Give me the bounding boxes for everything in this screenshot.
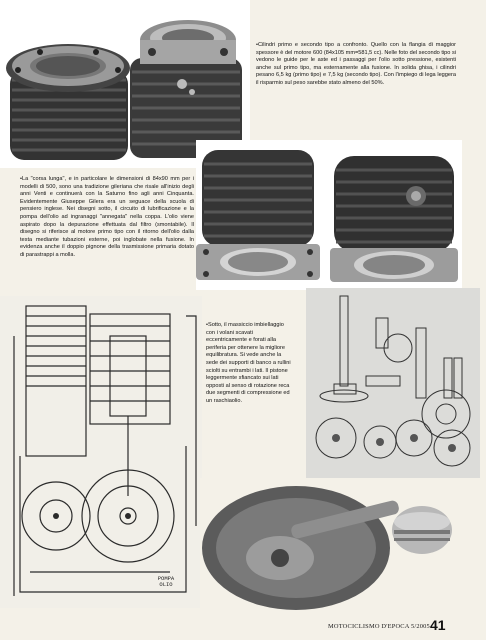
drawing-gear-pump <box>306 288 480 478</box>
magazine-issue: MOTOCICLISMO D'EPOCA 5/2005 <box>328 623 430 630</box>
photo-crankshaft-piston <box>200 478 466 610</box>
drawing-label-line1: POMPA <box>157 575 175 582</box>
caption-text: •La "corsa lunga", e in particolare le dimensioni di 84x90 mm per i modelli di 500, sono una tradizione gileriana che risale all'inizio degli anni Venti e continuerà con la Saturno fino agli anni Cinquanta. Evidentemente Giuseppe Gilera era un seguace della scuola di pensiero inglese. Nei disegni sotto, il circuito di lubrificazione e la pompa dell'olio ad ingranaggi "annegata" nella coppa. L'olio viene aspirato dopo la depurazione effettuata dal filtro (smontabile). Il disegno si riferisce al motore primo tipo con il ritorno dell'olio dalla testa mediante tubazioni esterne, poi inglobate nella fusione. In evidenza anche il doppio pignone della trasmissione primaria dotato di parastrappi a molla. <box>20 176 194 258</box>
cylinders-second-type-illustration <box>196 140 462 290</box>
drawing-lubrication-circuit <box>0 296 202 608</box>
crankshaft-illustration <box>200 478 466 610</box>
caption-cylinders-comparison <box>256 42 456 88</box>
page-footer <box>0 608 486 640</box>
gear-pump-illustration <box>306 288 480 478</box>
drawing-label-oil-pump <box>146 576 186 588</box>
page-number: 41 <box>430 617 446 633</box>
photo-cylinders-second-type <box>196 140 462 290</box>
caption-long-stroke <box>20 176 194 260</box>
caption-text: •Cilindri primo e secondo tipo a confronto. Quello con la flangia di maggior spessore è del motore 600 (84x105 mm=581,5 cc). Nelle foto del secondo tipo si vedono le guide per le aste ed i passaggi per l'olio sotto pressione, esistenti anche sul primo tipo, ma esternamente alla fusione. In solida ghisa, i cilindri pesano 6,5 kg (primo tipo) e 7,5 kg (secondo tipo). Con l'impiego di lega leggera il risparmio sul peso sarebbe stato almeno del 50%. <box>256 42 456 86</box>
caption-crankshaft <box>206 322 294 406</box>
drawing-label-line2: OLIO <box>159 581 173 588</box>
engine-section-drawing <box>0 296 202 608</box>
caption-text: •Sotto, il massiccio imbiellaggio con i volani scavati eccentricamente e forati alla periferia per ottenere la migliore equilibratura. Si vede anche la sede dei supporti di banco a rullini sciolti su entrambi i lati. Il pistone leggermente sfiancato sui lati opposti al senso di rotazione reca due segmenti di compressione ed un raschiaolio. <box>206 322 291 404</box>
